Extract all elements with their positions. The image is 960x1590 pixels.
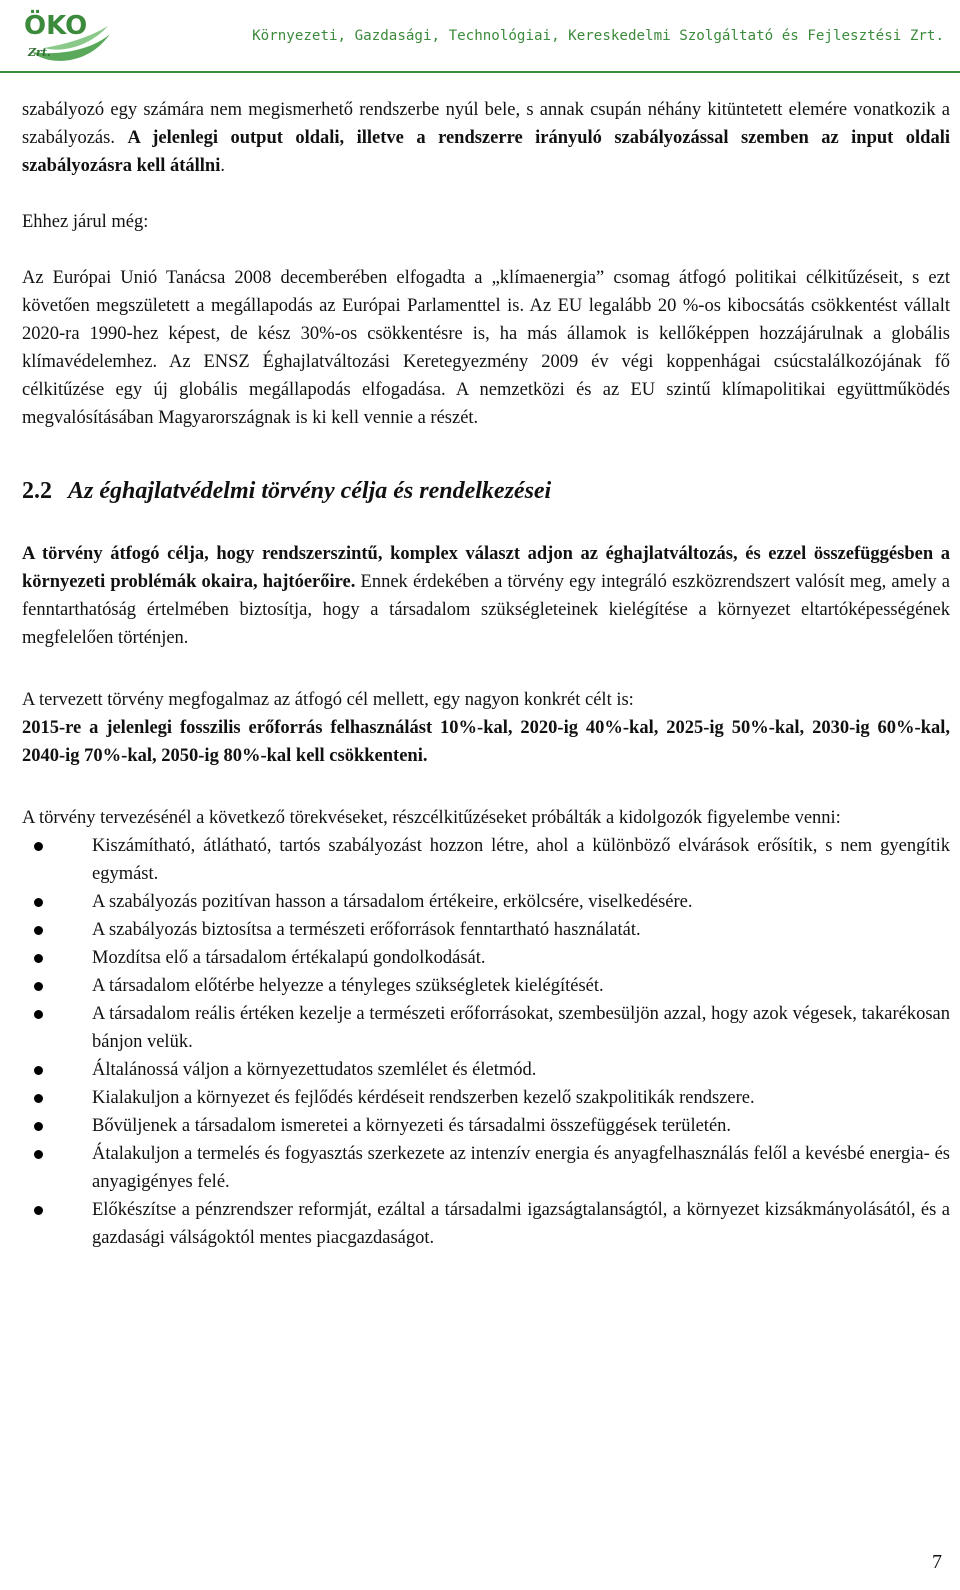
page-number: 7 xyxy=(932,1551,942,1573)
list-item: Bővüljenek a társadalom ismeretei a környezeti és társadalmi összefüggések területén. xyxy=(22,1112,950,1140)
document-body xyxy=(22,96,950,1252)
list-item: Mozdítsa elő a társadalom értékalapú gondolkodását. xyxy=(22,944,950,972)
list-item: A szabályozás biztosítsa a természeti erőforrások fenntartható használatát. xyxy=(22,916,950,944)
header-rule xyxy=(0,71,960,73)
company-name: Környezeti, Gazdasági, Technológiai, Kereskedelmi Szolgáltató és Fejlesztési Zrt. xyxy=(252,28,944,44)
page-header xyxy=(0,0,960,74)
bullet-icon xyxy=(34,1150,43,1159)
paragraph-3: Az Európai Unió Tanácsa 2008 decemberében elfogadta a „klímaenergia” csomag átfogó politikai célkitűzéseit, s ezt követően megszületett a megállapodás az Európai Parlamenttel is. Az EU legalább 20 %-os kibocsátás csökkentést vállalt 2020-ra 1990-hez képest, de kész 30%-os csökkentésre is, ha más államok is kellőképpen hozzájárulnak a globális klímavédelemhez. Az ENSZ Éghajlatváltozási Keretegyezmény 2009 év végi koppenhágai csúcstalálkozójának fő célkitűzése egy új globális megállapodás elfogadása. A nemzetközi és az EU szintű klímapolitikai együttműködés megvalósításában Magyarországnak is ki kell vennie a részét. xyxy=(22,268,950,428)
list-item: Átalakuljon a termelés és fogyasztás szerkezete az intenzív energia és anyagfelhasználás felől a kevésbé energia- és anyagigényes felé. xyxy=(22,1140,950,1196)
bullet-icon xyxy=(34,898,43,907)
bullet-icon xyxy=(34,1206,43,1215)
bullet-icon xyxy=(34,1122,43,1131)
paragraph-1: szabályozó egy számára nem megismerhető rendszerbe nyúl bele, s annak csupán néhány kitüntetett elemére vonatkozik a szabályozás. A jelenlegi output oldali, illetve a rendszerre irányuló szabályozással szemben az input oldali szabályozásra kell átállni. xyxy=(22,100,950,176)
goals-list xyxy=(22,832,950,1252)
paragraph-4: A törvény átfogó célja, hogy rendszerszintű, komplex választ adjon az éghajlatváltozás, és ezzel összefüggésben a környezeti problémák okaira, hajtóerőire. Ennek érdekében a törvény egy integráló eszközrendszert valósít meg, amely a fenntarthatóság értelmében biztosítja, hogy a társadalom szükségleteinek kielégítése a környezet eltartóképességének megfelelően történjen. xyxy=(22,544,950,648)
bullet-icon xyxy=(34,1094,43,1103)
logo-text: ÖKO xyxy=(24,11,88,41)
list-item: Előkészítse a pénzrendszer reformját, ezáltal a társadalmi igazságtalanságtól, a környezet kizsákmányolásától, és a gazdasági válságoktól mentes piacgazdaságot. xyxy=(22,1196,950,1252)
bullet-icon xyxy=(34,842,43,851)
list-item: A társadalom reális értéken kezelje a természeti erőforrásokat, szembesüljön azzal, hogy azok végesek, takarékosan bánjon velük. xyxy=(22,1000,950,1056)
list-item: Kiszámítható, átlátható, tartós szabályozást hozzon létre, ahol a különböző elvárások erősítik, s nem gyengítik egymást. xyxy=(22,832,950,888)
paragraph-5-goal: 2015-re a jelenlegi fosszilis erőforrás felhasználást 10%-kal, 2020-ig 40%-kal, 2025-ig 50%-kal, 2030-ig 60%-kal, 2040-ig 70%-kal, 2050-ig 80%-kal kell csökkenteni. xyxy=(22,718,950,766)
list-item: Általánossá váljon a környezettudatos szemlélet és életmód. xyxy=(22,1056,950,1084)
bullet-icon xyxy=(34,1066,43,1075)
paragraph-6: A törvény tervezésénél a következő törekvéseket, részcélkitűzéseket próbálták a kidolgozók figyelembe venni: xyxy=(22,808,841,828)
list-item: A társadalom előtérbe helyezze a tényleges szükségletek kielégítését. xyxy=(22,972,950,1000)
section-title: Az éghajlatvédelmi törvény célja és rendelkezései xyxy=(68,478,552,504)
bullet-icon xyxy=(34,1010,43,1019)
bullet-icon xyxy=(34,982,43,991)
logo-sub: Zrt. xyxy=(28,46,51,59)
list-item: A szabályozás pozitívan hasson a társadalom értékeire, erkölcsére, viselkedésére. xyxy=(22,888,950,916)
section-number: 2.2 xyxy=(22,478,52,504)
paragraph-5-intro: A tervezett törvény megfogalmaz az átfogó cél mellett, egy nagyon konkrét célt is: xyxy=(22,690,634,710)
paragraph-2: Ehhez járul még: xyxy=(22,212,149,232)
bullet-icon xyxy=(34,954,43,963)
oko-logo xyxy=(18,4,118,68)
section-heading xyxy=(22,476,950,506)
bullet-icon xyxy=(34,926,43,935)
list-item: Kialakuljon a környezet és fejlődés kérdéseit rendszerben kezelő szakpolitikák rendszere. xyxy=(22,1084,950,1112)
